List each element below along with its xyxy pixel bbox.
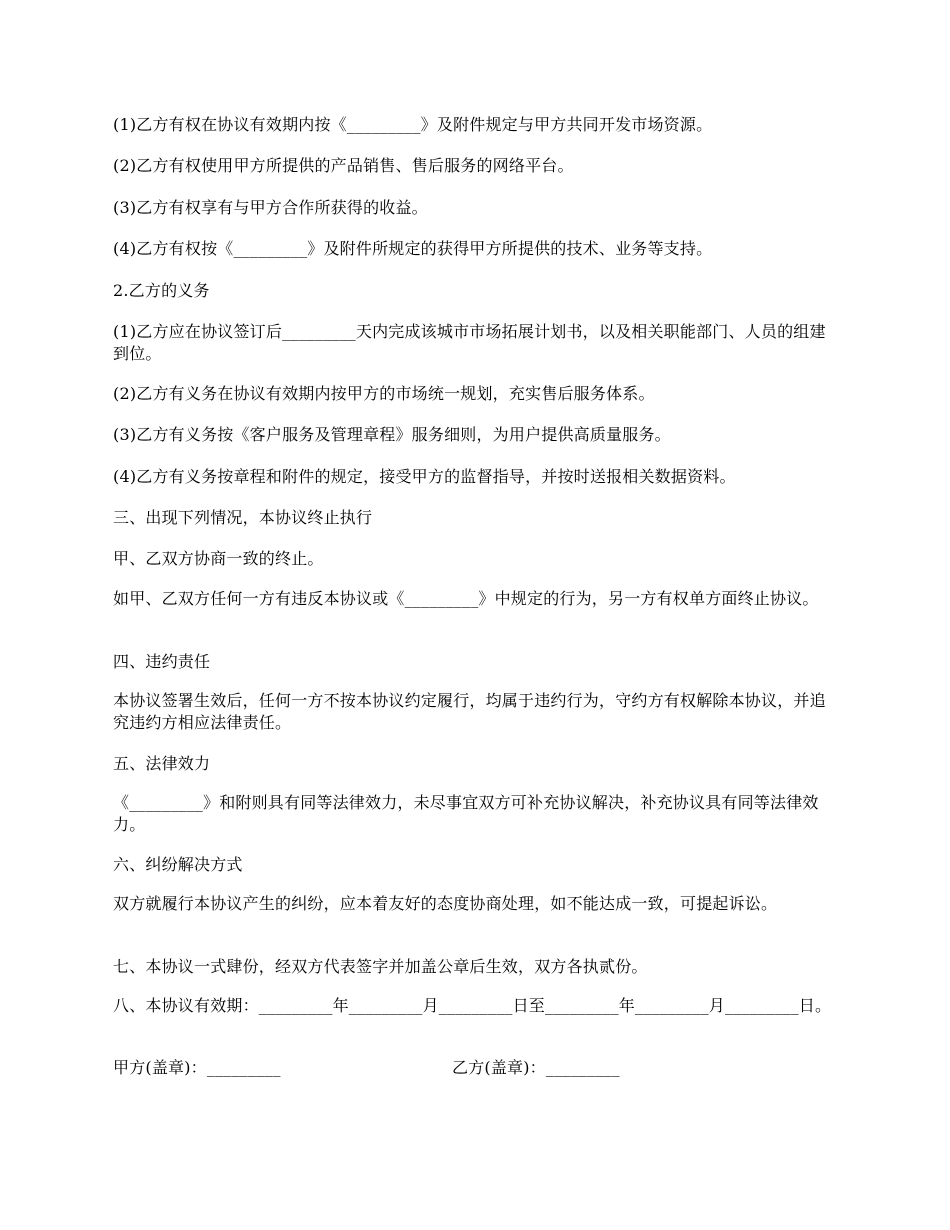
- paragraph-dispute: 双方就履行本协议产生的纠纷，应本着友好的态度协商处理，如不能达成一致，可提起诉讼。: [113, 894, 778, 913]
- section-heading-dispute: 六、纠纷解决方式: [113, 855, 243, 874]
- paragraph-right-2: (2)乙方有权使用甲方所提供的产品销售、售后服务的网络平台。: [113, 156, 574, 175]
- paragraph-termination-1: 甲、乙双方协商一致的终止。: [113, 549, 324, 568]
- paragraph-obligation-4: (4)乙方有义务按章程和附件的规定，接受甲方的监督指导，并按时送报相关数据资料。: [113, 467, 736, 486]
- paragraph-termination-2: 如甲、乙双方任何一方有违反本协议或《_________》中规定的行为，另一方有权单方面终止协议。: [113, 589, 819, 608]
- paragraph-right-3: (3)乙方有权享有与甲方合作所获得的收益。: [113, 198, 428, 217]
- paragraph-obligation-3: (3)乙方有义务按《客户服务及管理章程》服务细则，为用户提供高质量服务。: [113, 425, 671, 444]
- section-heading-termination: 三、出现下列情况，本协议终止执行: [113, 508, 373, 527]
- section-heading-liability: 四、违约责任: [113, 652, 211, 671]
- paragraph-copies: 七、本协议一式肆份，经双方代表签字并加盖公章后生效，双方各执贰份。: [113, 957, 648, 976]
- paragraph-liability: 本协议签署生效后，任何一方不按本协议约定履行，均属于违约行为，守约方有权解除本协议，并追究违约方相应法律责任。: [113, 691, 826, 732]
- signature-party-b: 乙方(盖章)：_________: [452, 1058, 620, 1077]
- paragraph-legal-effect: 《_________》和附则具有同等法律效力，未尽事宜双方可补充协议解决，补充协议具有同等法律效力。: [113, 793, 819, 834]
- signature-party-a: 甲方(盖章)：_________: [113, 1058, 281, 1077]
- section-heading-obligations: 2.乙方的义务: [113, 281, 210, 300]
- section-heading-legal-effect: 五、法律效力: [113, 754, 211, 773]
- paragraph-right-4: (4)乙方有权按《_________》及附件所规定的获得甲方所提供的技术、业务等支持。: [113, 239, 713, 258]
- paragraph-validity-period: 八、本协议有效期：_________年_________月_________日至_________年_________月_________日。: [113, 996, 832, 1015]
- paragraph-obligation-2: (2)乙方有义务在协议有效期内按甲方的市场统一规划，充实售后服务体系。: [113, 384, 655, 403]
- paragraph-obligation-1: (1)乙方应在协议签订后_________天内完成该城市市场拓展计划书，以及相关职能部门、人员的组建到位。: [113, 322, 826, 363]
- paragraph-right-1: (1)乙方有权在协议有效期内按《_________》及附件规定与甲方共同开发市场资源。: [113, 115, 713, 134]
